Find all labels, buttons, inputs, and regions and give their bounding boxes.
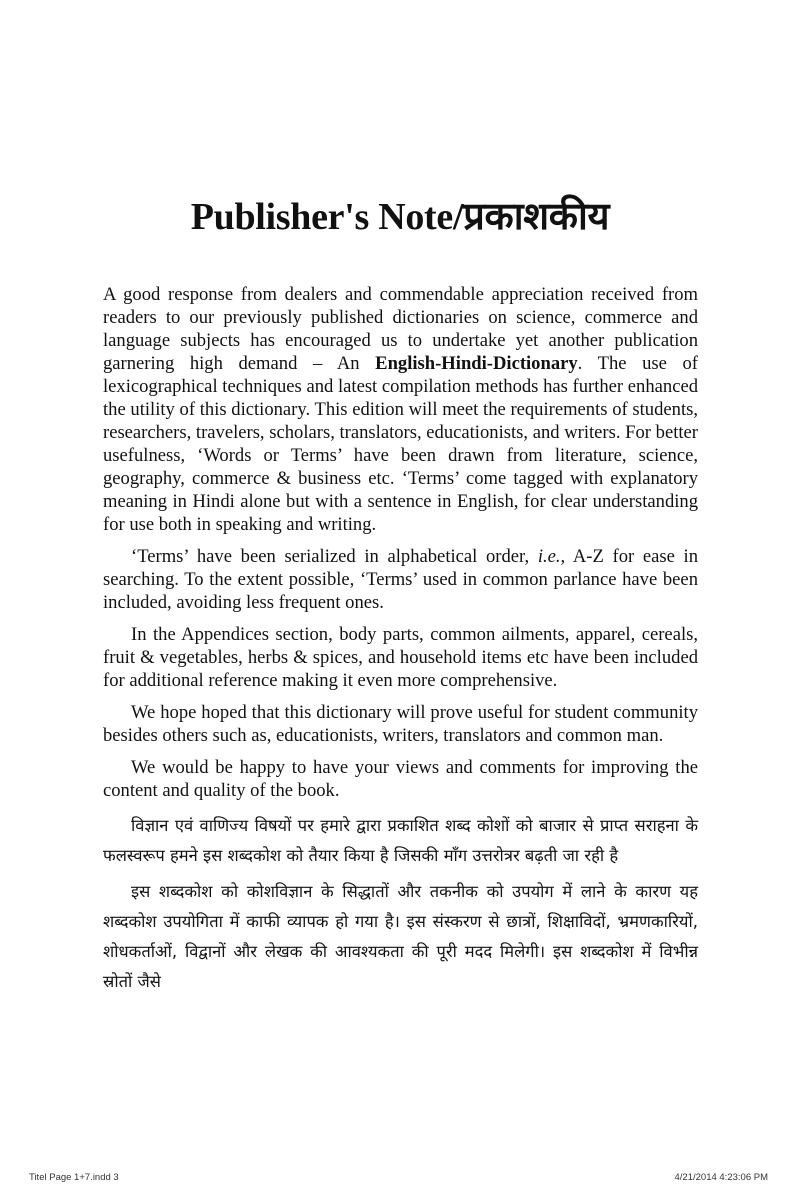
paragraph-1 [103, 283, 698, 536]
footer-filename: Titel Page 1+7.indd 3 [29, 1172, 119, 1183]
paragraph-1-text-a: A good response from dealers and commendable appreciation received from readers to our previously published dictionaries on science, commerce and language subjects has encouraged us to undertake yet another publication garnering high demand – An [103, 284, 698, 374]
paragraph-hindi-2: इस शब्दकोश को कोशविज्ञान के सिद्धातों और तकनीक को उपयोग में लाने के कारण यह शब्दकोश उपयोगिता में काफी व्यापक हो गया है। इस संस्करण से छात्रों, शिक्षाविदों, भ्रमणकारियों, शोधकर्ताओं, विद्वानों और लेखक की आवश्यकता की पूरी मदद मिलेगी। इस शब्दकोश में विभीन्न स्रोतों जैसे [103, 882, 698, 991]
ie-italic: i.e., [537, 546, 566, 567]
body-text [103, 283, 698, 1003]
paragraph-4: We hope hoped that this dictionary will prove useful for student community besides others such as, educationists, writers, translators and common man. [103, 702, 698, 746]
paragraph-3: In the Appendices section, body parts, common ailments, apparel, cereals, fruit & vegetables, herbs & spices, and household items etc have been included for additional reference making it even more comprehensive. [103, 624, 698, 691]
paragraph-1-text-b: . The use of lexicographical techniques and latest compilation methods has further enhanced the utility of this dictionary. This edition will meet the requirements of students, researchers, travelers, scholars, translators, educationists, and writers. For better usefulness, ‘Words or Terms’ have been drawn from literature, science, geography, commerce & business etc. ‘Terms’ come tagged with explanatory meaning in Hindi alone but with a sentence in English, for clear understanding for use both in speaking and writing. [103, 353, 698, 535]
footer-timestamp: 4/21/2014 4:23:06 PM [674, 1172, 768, 1183]
paragraph-hindi-1: विज्ञान एवं वाणिज्य विषयों पर हमारे द्वारा प्रकाशित शब्द कोशों को बाजार से प्राप्त सराहना के फलस्वरूप हमने इस शब्दकोश को तैयार किया है जिसकी माँग उत्तरोत्रर बढ़ती जा रही है [103, 816, 698, 865]
dictionary-name: English-Hindi-Dictionary [375, 353, 578, 374]
paragraph-5: We would be happy to have your views and comments for improving the content and quality of the book. [103, 757, 698, 801]
page-title: Publisher's Note/प्रकाशकीय [190, 196, 610, 238]
paragraph-2-text-b: A-Z for ease in searching. To the extent possible, ‘Terms’ used in common parlance have been included, avoiding less frequent ones. [103, 546, 698, 613]
paragraph-2 [103, 545, 698, 614]
paragraph-2-text-a: ‘Terms’ have been serialized in alphabetical order, [131, 546, 538, 567]
